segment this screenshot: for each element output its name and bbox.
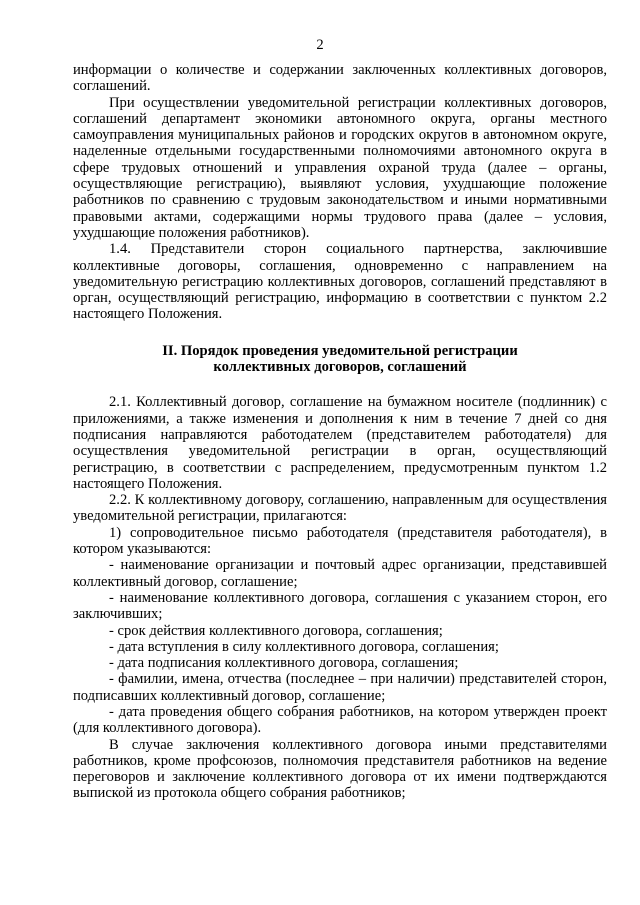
list-item: - дата проведения общего собрания работников, на котором утвержден проект (для коллективного договора). bbox=[73, 703, 607, 737]
list-item: - наименование коллективного договора, соглашения с указанием сторон, его заключивших; bbox=[73, 589, 607, 623]
paragraph: 2.2. К коллективному договору, соглашению, направленным для осуществления уведомительной регистрации, прилагаются: bbox=[73, 492, 607, 525]
intro-section bbox=[73, 62, 607, 802]
section-heading-line1: II. Порядок проведения уведомительной регистрации bbox=[162, 342, 518, 359]
list-item: - срок действия коллективного договора, соглашения; bbox=[109, 622, 443, 639]
paragraph: информации о количестве и содержании заключенных коллективных договоров, соглашений. bbox=[73, 62, 607, 95]
paragraph: 1.4. Представители сторон социального партнерства, заключившие коллективные договоры, соглашения, одновременно с направлением на уведомительную регистрацию коллективных договоров, соглашений представляют в орган, осуществляющий регистрацию, информацию в соответствии с пунктом 2.2 настоящего Положения. bbox=[73, 241, 607, 323]
list-item: - наименование организации и почтовый адрес организации, представившей коллективный договор, соглашение; bbox=[73, 557, 607, 590]
paragraph: При осуществлении уведомительной регистрации коллективных договоров, соглашений департамент экономики автономного округа, органы местного самоуправления муниципальных районов и городских округов в автономном округе, наделенные отдельными государственными полномочиями автономного округа в сфере трудовых отношений и управления охраной труда (далее – органы, осуществляющие регистрацию), выявляют условия, ухудшающие положение работников по сравнению с трудовым законодательством и иными нормативными правовыми актами, содержащими нормы трудового права (далее – условия, ухудшающие положения работников). bbox=[73, 94, 607, 241]
list-item: - дата подписания коллективного договора, соглашения; bbox=[109, 655, 459, 672]
paragraph: 2.1. Коллективный договор, соглашение на бумажном носителе (подлинник) с приложениями, а также изменения и дополнения к ним в течение 7 дней со дня подписания направляются работодателем (представителем работодателя) для осуществления уведомительной регистрации в орган, осуществляющий регистрацию, в соответствии с распределением, предусмотренным пунктом 1.2 настоящего Положения. bbox=[73, 394, 607, 492]
paragraph: 1) сопроводительное письмо работодателя (представителя работодателя), в котором указываются: bbox=[73, 524, 607, 558]
section-heading-line2: коллективных договоров, соглашений bbox=[213, 359, 467, 376]
page-number: 2 bbox=[316, 37, 324, 53]
list-item: - дата вступления в силу коллективного договора, соглашения; bbox=[109, 638, 499, 655]
list-item: - фамилии, имена, отчества (последнее – при наличии) представителей сторон, подписавших коллективный договор, соглашение; bbox=[73, 671, 607, 704]
paragraph: В случае заключения коллективного договора иными представителями работников, кроме профсоюзов, полномочия представителя работников на ведение переговоров и заключение коллективного договора от их имени подтверждаются выпиской из протокола общего собрания работников; bbox=[73, 736, 607, 802]
